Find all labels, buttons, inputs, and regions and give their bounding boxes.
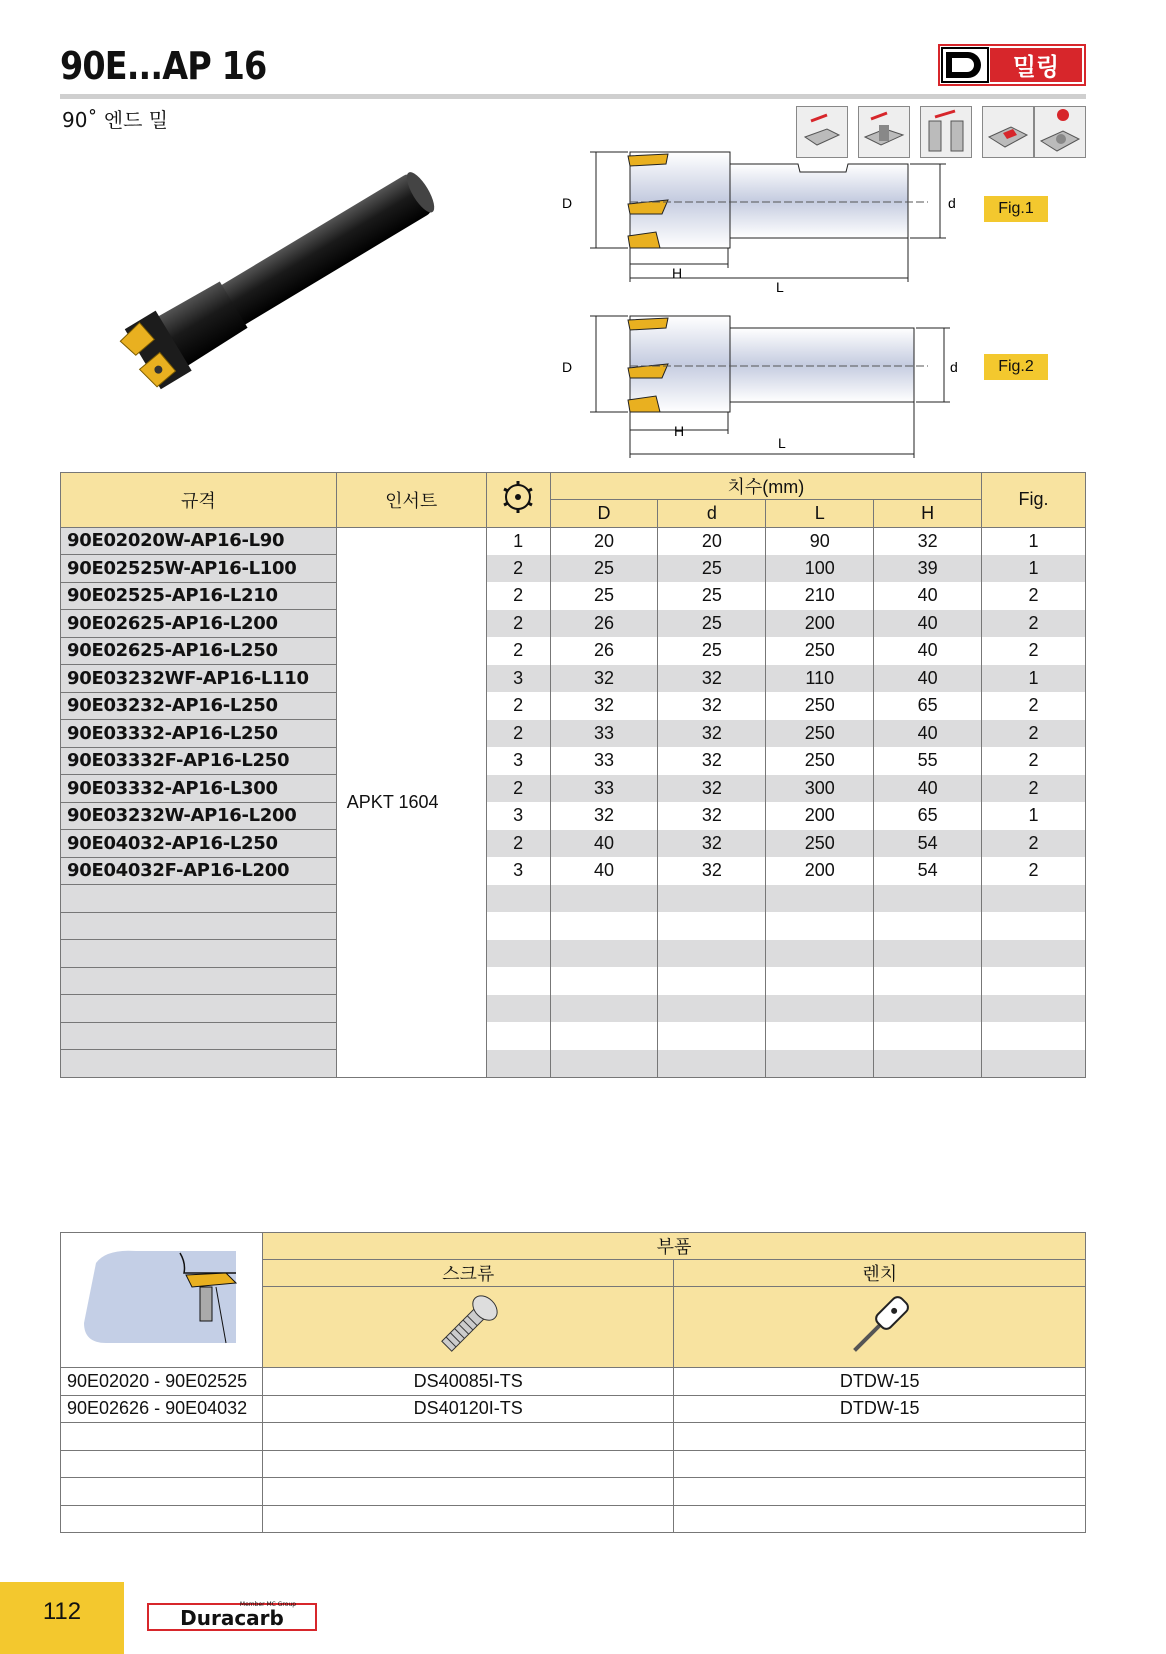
model-cell: 90E03232WF-AP16-L110: [61, 665, 337, 693]
table-row: [61, 967, 1086, 995]
table-row: [61, 747, 1086, 775]
cell-L: [766, 885, 874, 913]
title-rule: [60, 94, 1086, 99]
model-cell: 90E02625-AP16-L200: [61, 610, 337, 638]
model-cell: 90E02625-AP16-L250: [61, 637, 337, 665]
model-cell: 90E04032-AP16-L250: [61, 830, 337, 858]
wrench-header: 렌치: [674, 1260, 1086, 1287]
parts-row: [61, 1395, 1086, 1423]
table-row: [61, 830, 1086, 858]
header-model: 규격: [61, 473, 337, 528]
cell-D: 26: [550, 637, 658, 665]
cell-L: 200: [766, 610, 874, 638]
parts-row: [61, 1450, 1086, 1478]
model-cell: [61, 912, 337, 940]
cell-L: 210: [766, 582, 874, 610]
fig2-dim-H: H: [674, 423, 685, 439]
table-row: [61, 555, 1086, 583]
cell-z: 1: [486, 527, 550, 555]
model-cell: [61, 1050, 337, 1078]
cell-d: [658, 1022, 766, 1050]
parts-cell-range: 90E02626 - 90E04032: [61, 1395, 263, 1423]
cell-D: 32: [550, 692, 658, 720]
cell-d: 32: [658, 857, 766, 885]
cell-L: 200: [766, 802, 874, 830]
table-row: [61, 720, 1086, 748]
deep-slot-icon: [920, 106, 972, 158]
fig2-label: Fig.2: [984, 354, 1048, 380]
cell-fig: 2: [982, 747, 1086, 775]
model-cell: 90E04032F-AP16-L200: [61, 857, 337, 885]
fig1-drawing: [562, 152, 968, 302]
cell-z: 2: [486, 610, 550, 638]
table-row: [61, 857, 1086, 885]
cell-D: [550, 940, 658, 968]
cell-L: [766, 1022, 874, 1050]
svg-text:밀링: 밀링: [1012, 53, 1060, 81]
table-row: [61, 775, 1086, 803]
cell-fig: 1: [982, 802, 1086, 830]
teeth-count-icon: [486, 473, 550, 528]
cell-d: [658, 912, 766, 940]
cell-z: 2: [486, 582, 550, 610]
cell-H: 55: [874, 747, 982, 775]
cell-D: 32: [550, 665, 658, 693]
cell-L: 250: [766, 747, 874, 775]
cell-D: [550, 912, 658, 940]
parts-cell-screw: DS40085I-TS: [262, 1368, 674, 1396]
cell-fig: 2: [982, 775, 1086, 803]
parts-cell-wrench: [674, 1423, 1086, 1451]
parts-cell-screw: DS40120I-TS: [262, 1395, 674, 1423]
table-row: [61, 885, 1086, 913]
parts-cell-screw: [262, 1450, 674, 1478]
cell-L: [766, 995, 874, 1023]
parts-cell-wrench: [674, 1505, 1086, 1533]
cell-D: 33: [550, 720, 658, 748]
cell-H: 65: [874, 802, 982, 830]
face-milling-icon: [982, 106, 1034, 158]
cell-d: 32: [658, 775, 766, 803]
cell-d: 32: [658, 720, 766, 748]
parts-cell-wrench: DTDW-15: [674, 1395, 1086, 1423]
cell-H: 39: [874, 555, 982, 583]
brand-tagline: Member MC Group: [239, 1601, 297, 1608]
fig1-dim-D: D: [562, 195, 573, 211]
fig2-dim-d: d: [950, 359, 958, 375]
parts-cell-wrench: DTDW-15: [674, 1368, 1086, 1396]
cell-d: 25: [658, 582, 766, 610]
table-row: [61, 802, 1086, 830]
cell-fig: [982, 940, 1086, 968]
header-d: d: [658, 500, 766, 528]
cell-D: [550, 1022, 658, 1050]
cell-H: 40: [874, 637, 982, 665]
header-insert: 인서트: [336, 473, 486, 528]
model-cell: 90E03332-AP16-L300: [61, 775, 337, 803]
insert-cell: APKT 1604: [336, 527, 486, 1077]
table-row: [61, 637, 1086, 665]
parts-cell-range: [61, 1423, 263, 1451]
cell-fig: 1: [982, 527, 1086, 555]
parts-row: [61, 1505, 1086, 1533]
header-fig: Fig.: [982, 473, 1086, 528]
cell-D: 25: [550, 582, 658, 610]
cell-H: 40: [874, 775, 982, 803]
fig2-drawing: [562, 312, 968, 462]
model-cell: 90E02525W-AP16-L100: [61, 555, 337, 583]
model-cell: [61, 967, 337, 995]
cell-z: [486, 885, 550, 913]
parts-header: 부품: [262, 1233, 1085, 1260]
model-cell: 90E02525-AP16-L210: [61, 582, 337, 610]
parts-row: [61, 1478, 1086, 1506]
cell-H: [874, 995, 982, 1023]
cell-d: [658, 885, 766, 913]
parts-cell-screw: [262, 1478, 674, 1506]
parts-cell-wrench: [674, 1478, 1086, 1506]
cell-d: 32: [658, 747, 766, 775]
cell-H: [874, 967, 982, 995]
cell-fig: 2: [982, 720, 1086, 748]
model-cell: 90E03232-AP16-L250: [61, 692, 337, 720]
page-number: 112: [0, 1582, 124, 1654]
cell-L: 250: [766, 637, 874, 665]
cell-H: [874, 1022, 982, 1050]
cell-z: 2: [486, 637, 550, 665]
cell-fig: [982, 967, 1086, 995]
parts-cell-range: 90E02020 - 90E02525: [61, 1368, 263, 1396]
parts-table: [60, 1232, 1086, 1533]
fig2-dim-D: D: [562, 359, 573, 375]
cell-fig: 1: [982, 555, 1086, 583]
cell-H: 54: [874, 857, 982, 885]
model-cell: [61, 995, 337, 1023]
cell-d: [658, 1050, 766, 1078]
cell-L: [766, 940, 874, 968]
cell-H: [874, 885, 982, 913]
brand-name: Duracarb: [180, 1606, 284, 1630]
parts-row: [61, 1368, 1086, 1396]
cell-H: 40: [874, 720, 982, 748]
page-title: 90E...AP 16: [60, 44, 267, 88]
model-cell: 90E03232W-AP16-L200: [61, 802, 337, 830]
fig2-dim-L: L: [778, 435, 786, 451]
cell-H: 65: [874, 692, 982, 720]
cell-z: 2: [486, 692, 550, 720]
pocket-illustration: [61, 1233, 263, 1368]
cell-z: [486, 1050, 550, 1078]
cell-fig: 2: [982, 637, 1086, 665]
cell-D: 32: [550, 802, 658, 830]
cell-H: [874, 912, 982, 940]
table-row: [61, 610, 1086, 638]
specification-table: [60, 472, 1086, 1078]
shoulder-milling-icon: [796, 106, 848, 158]
cell-z: 3: [486, 857, 550, 885]
cell-D: 40: [550, 857, 658, 885]
parts-cell-range: [61, 1505, 263, 1533]
cell-z: 3: [486, 802, 550, 830]
cell-z: 2: [486, 775, 550, 803]
table-row: [61, 995, 1086, 1023]
table-row: [61, 940, 1086, 968]
cell-d: 25: [658, 610, 766, 638]
cell-D: 40: [550, 830, 658, 858]
model-cell: [61, 1022, 337, 1050]
parts-row: [61, 1423, 1086, 1451]
cell-L: [766, 1050, 874, 1078]
cell-L: 200: [766, 857, 874, 885]
cell-D: [550, 885, 658, 913]
cell-fig: 2: [982, 692, 1086, 720]
parts-cell-screw: [262, 1505, 674, 1533]
table-row: [61, 692, 1086, 720]
cell-fig: 2: [982, 610, 1086, 638]
cell-L: [766, 967, 874, 995]
duracarb-logo: [148, 1600, 316, 1630]
fig1-dim-H: H: [672, 265, 683, 281]
cell-z: [486, 912, 550, 940]
cell-z: 2: [486, 555, 550, 583]
cell-L: 100: [766, 555, 874, 583]
end-mill-photo: [96, 168, 452, 388]
cell-d: 25: [658, 637, 766, 665]
cell-L: [766, 912, 874, 940]
header-dimensions: 치수(mm): [550, 473, 981, 500]
cell-d: [658, 995, 766, 1023]
cell-H: 40: [874, 665, 982, 693]
header-H: H: [874, 500, 982, 528]
cell-D: 33: [550, 747, 658, 775]
cell-fig: 2: [982, 830, 1086, 858]
cell-z: [486, 940, 550, 968]
cell-H: 54: [874, 830, 982, 858]
cell-L: 250: [766, 830, 874, 858]
cell-fig: [982, 1022, 1086, 1050]
cell-z: 3: [486, 747, 550, 775]
model-cell: [61, 940, 337, 968]
cell-d: 32: [658, 802, 766, 830]
cell-d: 20: [658, 527, 766, 555]
page-subtitle: 90˚ 엔드 밀: [62, 108, 169, 132]
model-cell: 90E03332F-AP16-L250: [61, 747, 337, 775]
cell-D: [550, 967, 658, 995]
milling-logo: [938, 44, 1086, 86]
table-row: [61, 582, 1086, 610]
model-cell: [61, 885, 337, 913]
table-row: [61, 527, 1086, 555]
cell-fig: 1: [982, 665, 1086, 693]
screw-header: 스크류: [262, 1260, 674, 1287]
cell-D: 33: [550, 775, 658, 803]
cell-H: 40: [874, 582, 982, 610]
cell-fig: 2: [982, 857, 1086, 885]
cell-z: 3: [486, 665, 550, 693]
screw-image: [262, 1287, 674, 1368]
header-D: D: [550, 500, 658, 528]
cell-H: [874, 1050, 982, 1078]
cell-z: 2: [486, 720, 550, 748]
cell-D: 25: [550, 555, 658, 583]
cell-z: [486, 995, 550, 1023]
slotting-icon: [858, 106, 910, 158]
cell-D: 26: [550, 610, 658, 638]
fig1-dim-L: L: [776, 279, 784, 295]
table-row: [61, 912, 1086, 940]
parts-cell-range: [61, 1478, 263, 1506]
model-cell: 90E03332-AP16-L250: [61, 720, 337, 748]
cell-L: 250: [766, 720, 874, 748]
ramping-icon: [1034, 106, 1086, 158]
parts-cell-screw: [262, 1423, 674, 1451]
cell-L: 110: [766, 665, 874, 693]
cell-H: [874, 940, 982, 968]
cell-d: [658, 967, 766, 995]
table-row: [61, 665, 1086, 693]
cell-H: 32: [874, 527, 982, 555]
cell-H: 40: [874, 610, 982, 638]
fig1-label: Fig.1: [984, 196, 1048, 222]
cell-d: 32: [658, 830, 766, 858]
cell-fig: [982, 995, 1086, 1023]
model-cell: 90E02020W-AP16-L90: [61, 527, 337, 555]
cell-fig: [982, 885, 1086, 913]
cell-D: [550, 1050, 658, 1078]
header-L: L: [766, 500, 874, 528]
cell-fig: 2: [982, 582, 1086, 610]
table-row: [61, 1050, 1086, 1078]
fig1-dim-d: d: [948, 195, 956, 211]
parts-cell-wrench: [674, 1450, 1086, 1478]
cell-d: 32: [658, 665, 766, 693]
wrench-image: [674, 1287, 1086, 1368]
cell-D: [550, 995, 658, 1023]
cell-d: [658, 940, 766, 968]
cell-z: [486, 1022, 550, 1050]
cell-L: 250: [766, 692, 874, 720]
cell-D: 20: [550, 527, 658, 555]
cell-fig: [982, 1050, 1086, 1078]
cell-d: 32: [658, 692, 766, 720]
cell-z: 2: [486, 830, 550, 858]
cell-L: 300: [766, 775, 874, 803]
table-row: [61, 1022, 1086, 1050]
cell-L: 90: [766, 527, 874, 555]
cell-fig: [982, 912, 1086, 940]
cell-z: [486, 967, 550, 995]
cell-d: 25: [658, 555, 766, 583]
parts-cell-range: [61, 1450, 263, 1478]
